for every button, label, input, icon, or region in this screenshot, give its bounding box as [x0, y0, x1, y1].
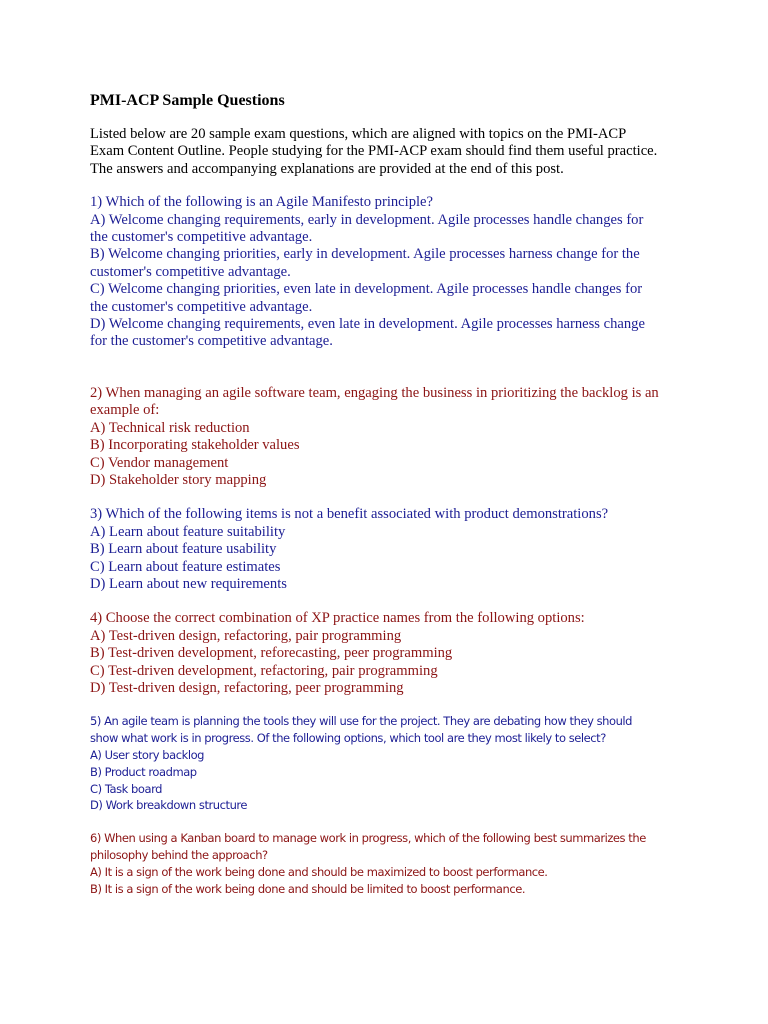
- answer-option-b: B) Test-driven development, reforecasting, peer programming: [90, 645, 453, 662]
- answer-option-c: C) Test-driven development, refactoring, pair programming: [90, 662, 438, 679]
- answer-option-b: B) Welcome changing priorities, early in development. Agile processes harness change for the: [90, 246, 640, 263]
- question-text: 4) Choose the correct combination of XP practice names from the following options:: [90, 610, 585, 627]
- answer-option-d-cont: for the customer's competitive advantage.: [90, 333, 333, 350]
- answer-option-b: B) It is a sign of the work being done and should be limited to boost performance.: [90, 881, 526, 896]
- answer-option-c: C) Vendor management: [90, 454, 229, 471]
- question-5: [90, 713, 708, 814]
- document-title: PMI-ACP Sample Questions: [90, 92, 285, 109]
- intro-line: Exam Content Outline. People studying for the PMI-ACP exam should find them useful practice.: [90, 143, 658, 160]
- question-text: 5) An agile team is planning the tools they will use for the project. They are debating how they should: [90, 714, 633, 729]
- question-2: [90, 385, 708, 489]
- question-text-cont: example of:: [90, 402, 160, 419]
- answer-option-a: A) Technical risk reduction: [90, 419, 250, 436]
- answer-option-b-cont: customer's competitive advantage.: [90, 263, 291, 280]
- answer-option-a: A) It is a sign of the work being done and should be maximized to boost performance.: [90, 864, 548, 879]
- answer-option-c: C) Learn about feature estimates: [90, 558, 281, 575]
- intro-line: Listed below are 20 sample exam questions, which are aligned with topics on the PMI-ACP: [90, 126, 627, 142]
- answer-option-a-cont: the customer's competitive advantage.: [90, 229, 313, 246]
- answer-option-d: D) Learn about new requirements: [90, 575, 287, 592]
- answer-option-b: B) Product roadmap: [90, 764, 197, 779]
- question-1: [90, 194, 708, 351]
- question-3: [90, 506, 708, 593]
- answer-option-a: A) Test-driven design, refactoring, pair programming: [90, 627, 402, 644]
- answer-option-c-cont: the customer's competitive advantage.: [90, 298, 313, 315]
- question-4: [90, 610, 708, 697]
- answer-option-c: C) Welcome changing priorities, even late in development. Agile processes handle changes for: [90, 281, 643, 298]
- answer-option-d: D) Test-driven design, refactoring, peer programming: [90, 679, 404, 696]
- intro-line: The answers and accompanying explanations are provided at the end of this post.: [90, 160, 564, 177]
- answer-option-d: D) Work breakdown structure: [90, 798, 248, 813]
- answer-option-a: A) Welcome changing requirements, early in development. Agile processes handle changes for: [90, 211, 644, 228]
- question-text: 3) Which of the following items is not a benefit associated with product demonstrations?: [90, 506, 609, 523]
- answer-option-c: C) Task board: [90, 781, 163, 796]
- question-text: 6) When using a Kanban board to manage work in progress, which of the following best summarizes the: [90, 831, 646, 846]
- answer-option-b: B) Learn about feature usability: [90, 541, 277, 558]
- answer-option-a: A) Learn about feature suitability: [90, 523, 286, 540]
- question-6: [90, 830, 708, 897]
- question-text: 1) Which of the following is an Agile Manifesto principle?: [90, 194, 434, 211]
- question-text: 2) When managing an agile software team, engaging the business in prioritizing the backlog is an: [90, 384, 659, 401]
- intro-paragraph: [90, 126, 708, 178]
- answer-option-d: D) Welcome changing requirements, even late in development. Agile processes harness change: [90, 316, 645, 333]
- question-text-cont: philosophy behind the approach?: [90, 847, 268, 862]
- answer-option-d: D) Stakeholder story mapping: [90, 471, 267, 488]
- question-text-cont: show what work is in progress. Of the following options, which tool are they most likely to select?: [90, 731, 606, 746]
- answer-option-a: A) User story backlog: [90, 747, 205, 762]
- answer-option-b: B) Incorporating stakeholder values: [90, 437, 300, 454]
